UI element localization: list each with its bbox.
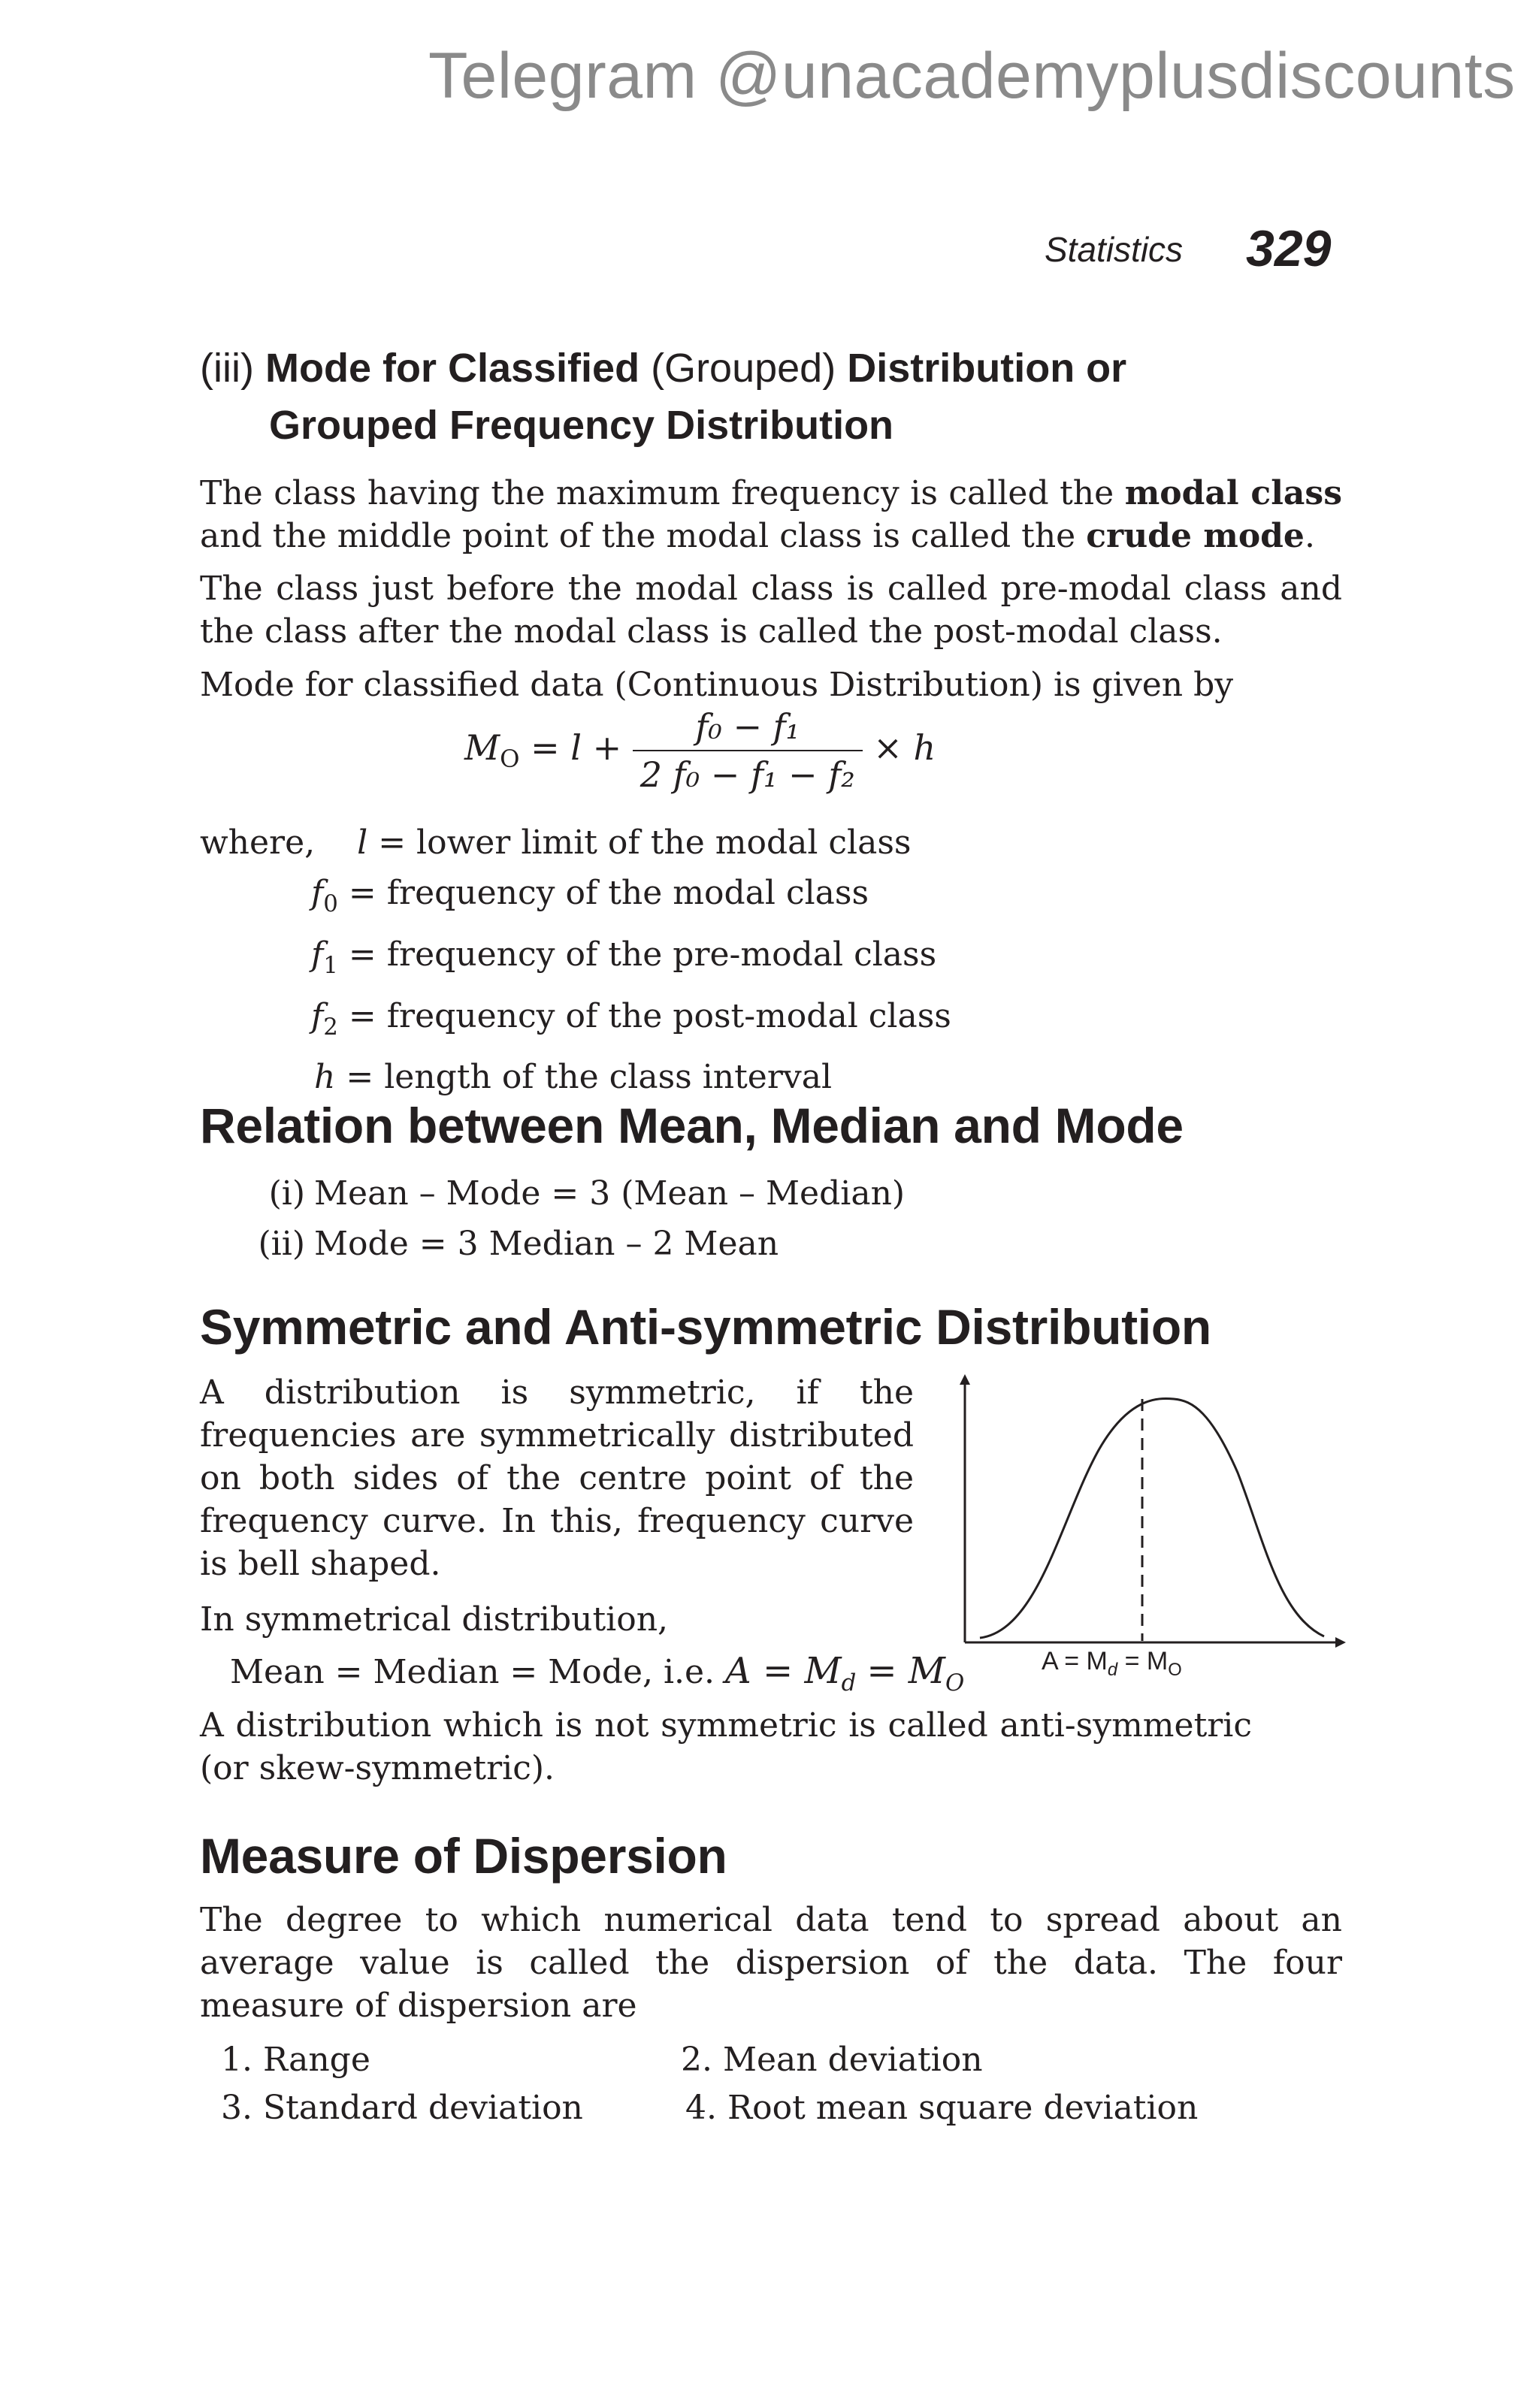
- symmetric-equality: [230, 1650, 964, 1696]
- bell-curve-figure: [948, 1367, 1354, 1683]
- mode-formula-intro: Mode for classified data (Continuous Distribution) is given by: [200, 666, 1234, 704]
- formula-times: × h: [873, 727, 936, 768]
- relation-heading: Relation between Mean, Median and Mode: [200, 1098, 1184, 1153]
- def-symbol: f: [311, 874, 324, 912]
- mode-classified-heading: [200, 340, 1342, 454]
- heading-line-2: Grouped Frequency Distribution: [269, 403, 894, 448]
- modal-class-paragraph: [200, 472, 1342, 557]
- where-definitions: [200, 817, 1027, 1102]
- dispersion-row: [221, 2036, 1273, 2084]
- def-sub: 0: [323, 890, 338, 917]
- dispersion-item: 2. Mean deviation: [681, 2041, 983, 2079]
- equality-math-2: = M: [866, 1650, 945, 1692]
- heading-line-1: [200, 340, 1342, 397]
- def-symbol: h: [314, 1058, 336, 1097]
- watermark-text: Telegram @unacademyplusdiscounts: [428, 40, 1516, 112]
- definition-row: [200, 1052, 1027, 1102]
- formula-fraction: [633, 706, 863, 795]
- heading-bold-1: Mode for Classified: [265, 346, 640, 391]
- dispersion-row: [221, 2084, 1273, 2132]
- formula-eq: = l +: [531, 727, 622, 768]
- def-sub: 1: [323, 951, 338, 979]
- formula-lhs: M: [464, 727, 500, 768]
- mode-formula: [464, 706, 936, 795]
- definition-row: [200, 817, 1027, 868]
- relation-item-text: Mode = 3 Median – 2 Mean: [314, 1225, 779, 1263]
- def-text: = length of the class interval: [346, 1058, 833, 1097]
- p1-e: .: [1304, 517, 1315, 555]
- dispersion-item: 4. Root mean square deviation: [685, 2089, 1199, 2127]
- definition-row: [200, 868, 1027, 929]
- formula-numerator: f₀ − f₁: [633, 706, 863, 751]
- equality-text: Mean = Median = Mode, i.e.: [230, 1653, 715, 1691]
- p1-a: The class having the maximum frequency is called the: [200, 474, 1114, 512]
- def-text: = frequency of the modal class: [348, 874, 869, 912]
- figure-label-sub-2: O: [1168, 1659, 1182, 1680]
- p1-d: crude mode: [1086, 517, 1305, 555]
- formula-denominator: 2 f₀ − f₁ − f₂: [639, 754, 855, 795]
- heading-normal: (Grouped): [651, 346, 836, 391]
- formula-lhs-sub: O: [500, 745, 520, 774]
- anti-symmetric-paragraph: A distribution which is not symmetric is called anti-symmetric (or skew-symmetric).: [200, 1706, 1252, 1787]
- relation-item-num: (ii): [258, 1225, 305, 1263]
- relation-list: [200, 1168, 905, 1269]
- def-text: = frequency of the pre-modal class: [348, 935, 937, 974]
- dispersion-list: [221, 2036, 1273, 2132]
- dispersion-paragraph: The degree to which numerical data tend to spread about an average value is called the dispersion of the data. The four measure of dispersion are: [200, 1901, 1342, 2025]
- heading-bold-2: Distribution or: [847, 346, 1127, 391]
- definition-row: [200, 991, 1027, 1053]
- pre-post-modal-paragraph: The class just before the modal class is called pre-modal class and the class after the modal class is called the post-modal class.: [200, 570, 1342, 651]
- heading-prefix: (iii): [200, 346, 254, 391]
- relation-item: [200, 1219, 905, 1269]
- dispersion-item: 3. Standard deviation: [221, 2089, 583, 2127]
- symmetric-paragraph: A distribution is symmetric, if the frequencies are symmetrically distributed on both sides of the centre point of the frequency curve. In this, frequency curve is bell shaped.: [200, 1373, 914, 1583]
- figure-label-mid: = M: [1124, 1647, 1169, 1675]
- symmetric-distribution-intro: In symmetrical distribution,: [200, 1600, 669, 1639]
- figure-label: [1042, 1647, 1182, 1681]
- figure-label-a: A = M: [1042, 1647, 1108, 1675]
- running-head: [1045, 229, 1183, 270]
- bell-curve: [980, 1398, 1324, 1638]
- where-label: where,: [200, 823, 316, 862]
- def-symbol: l: [357, 823, 368, 862]
- def-text: = lower limit of the modal class: [378, 823, 912, 862]
- equality-math-1: A = M: [725, 1650, 842, 1692]
- relation-item-num: (i): [268, 1174, 305, 1213]
- definition-row: [200, 929, 1027, 991]
- relation-item-text: Mean – Mode = 3 (Mean – Median): [314, 1174, 906, 1213]
- equality-sub-1: d: [841, 1669, 857, 1696]
- p1-c: and the middle point of the modal class is called the: [200, 517, 1076, 555]
- equality-sub-2: O: [945, 1669, 965, 1696]
- p1-b: modal class: [1124, 474, 1342, 512]
- def-text: = frequency of the post-modal class: [348, 996, 951, 1035]
- symmetric-heading: Symmetric and Anti-symmetric Distribution: [200, 1299, 1211, 1355]
- page-number: 329: [1246, 220, 1332, 277]
- dispersion-item: 1. Range: [221, 2041, 370, 2079]
- relation-item: [200, 1168, 905, 1219]
- dispersion-heading: Measure of Dispersion: [200, 1828, 727, 1884]
- def-symbol: f: [311, 996, 324, 1035]
- def-sub: 2: [323, 1013, 338, 1041]
- running-head-title: Statistics: [1045, 230, 1184, 269]
- def-symbol: f: [311, 935, 324, 974]
- figure-label-sub-1: d: [1107, 1659, 1118, 1680]
